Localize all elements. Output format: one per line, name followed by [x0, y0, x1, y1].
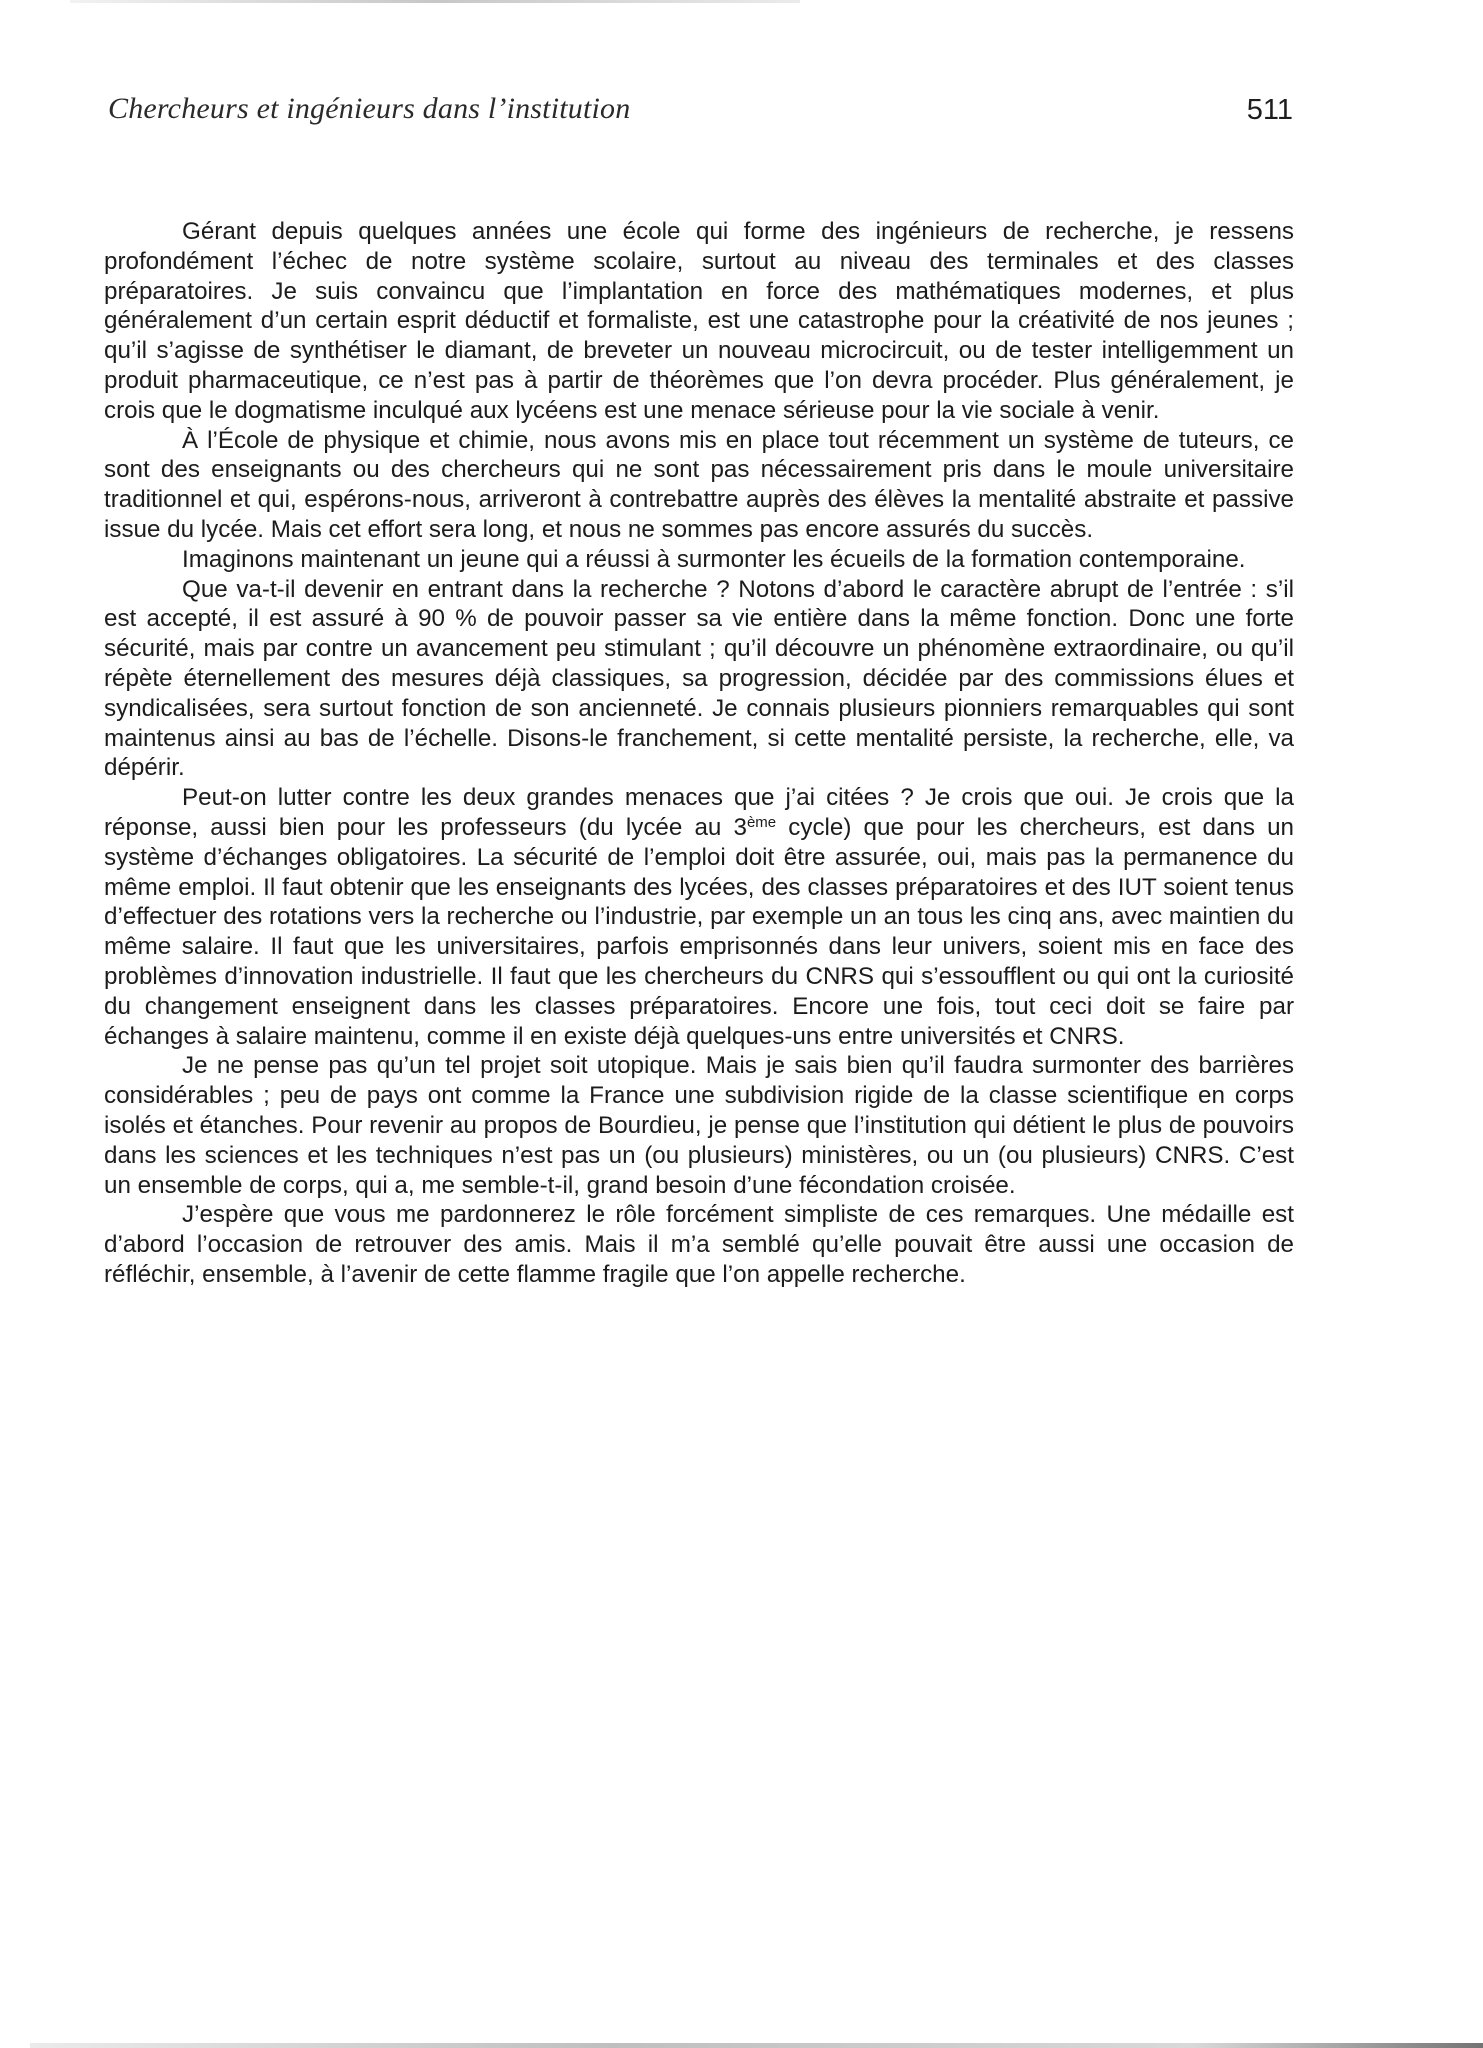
paragraph: Imaginons maintenant un jeune qui a réussi à surmonter les écueils de la formation contemporaine.: [182, 545, 1246, 573]
ordinal-superscript: ème: [746, 813, 777, 831]
body-text: [104, 217, 1294, 1290]
paragraph: Gérant depuis quelques années une école qui forme des ingénieurs de recherche, je ressens profondément l’échec de notre système scolaire, surtout au niveau des terminales et des classes préparatoires. Je suis convaincu que l’implantation en force des mathématiques modernes, et plus généralement d’un certain esprit déductif et formaliste, est une catastrophe pour la créativité de nos jeunes ; qu’il s’agisse de synthétiser le diamant, de breveter un nouveau microcircuit, ou de tester intelligemment un produit pharmaceutique, ce n’est pas à partir de théorèmes que l’on devra procéder. Plus généralement, je crois que le dogmatisme inculqué aux lycéens est une menace sérieuse pour la vie sociale à venir.: [104, 218, 1294, 424]
paragraph: À l’École de physique et chimie, nous avons mis en place tout récemment un système de tuteurs, ce sont des enseignants ou des chercheurs qui ne sont pas nécessairement pris dans le moule universitaire traditionnel et qui, espérons-nous, arriveront à contrebattre auprès des élèves la mentalité abstraite et passive issue du lycée. Mais cet effort sera long, et nous ne sommes pas encore assurés du succès.: [104, 426, 1294, 543]
paragraph-text: Peut-on lutter contre les deux grandes menaces que j’ai citées ? Je crois que oui. Je crois que la réponse, aussi bien pour les professeurs (du lycée au 3: [104, 784, 1294, 841]
paragraph-text: cycle) que pour les chercheurs, est dans un système d’échanges obligatoires. La sécurité de l’emploi doit être assurée, oui, mais pas la permanence du même emploi. Il faut obtenir que les enseignants des lycées, des classes préparatoires et des IUT soient tenus d’effectuer des rotations vers la recherche ou l’industrie, par exemple un an tous les cinq ans, avec maintien du même salaire. Il faut que les universitaires, parfois emprisonnés dans leur univers, soient mis en face des problèmes d’innovation industrielle. Il faut que les chercheurs du CNRS qui s’essoufflent ou qui ont la curiosité du changement enseignent dans les classes préparatoires. Encore une fois, tout ceci doit se faire par échanges à salaire maintenu, comme il en existe déjà quelques-uns entre universités et CNRS.: [104, 813, 1294, 1050]
scan-edge-bottom: [30, 2043, 1483, 2048]
running-title: Chercheurs et ingénieurs dans l’institution: [108, 92, 631, 125]
running-header: [108, 92, 1293, 132]
paragraph: Je ne pense pas qu’un tel projet soit utopique. Mais je sais bien qu’il faudra surmonter des barrières considérables ; peu de pays ont comme la France une subdivision rigide de la classe scientifique en corps isolés et étanches. Pour revenir au propos de Bourdieu, je pense que l’institution qui détient le plus de pouvoirs dans les sciences et les techniques n’est pas un (ou plusieurs) ministères, ou un (ou plusieurs) CNRS. C’est un ensemble de corps, qui a, me semble-t-il, grand besoin d’une fécondation croisée.: [104, 1052, 1294, 1199]
paragraph: Que va-t-il devenir en entrant dans la recherche ? Notons d’abord le caractère abrupt de l’entrée : s’il est accepté, il est assuré à 90 % de pouvoir passer sa vie entière dans la même fonction. Donc une forte sécurité, mais par contre un avancement peu stimulant ; qu’il découvre un phénomène extraordinaire, ou qu’il répète éternellement des mesures déjà classiques, sa progression, décidée par des commissions élues et syndicalisées, sera surtout fonction de son ancienneté. Je connais plusieurs pionniers remarquables qui sont maintenus ainsi au bas de l’échelle. Disons-le franchement, si cette mentalité persiste, la recherche, elle, va dépérir.: [104, 575, 1294, 782]
page-number: 511: [1246, 94, 1293, 126]
paragraph: J’espère que vous me pardonnerez le rôle forcément simpliste de ces remarques. Une médaille est d’abord l’occasion de retrouver des amis. Mais il m’a semblé qu’elle pouvait être aussi une occasion de réfléchir, ensemble, à l’avenir de cette flamme fragile que l’on appelle recherche.: [104, 1201, 1294, 1288]
paragraph: [104, 783, 1294, 1051]
scan-edge-top: [70, 0, 800, 3]
